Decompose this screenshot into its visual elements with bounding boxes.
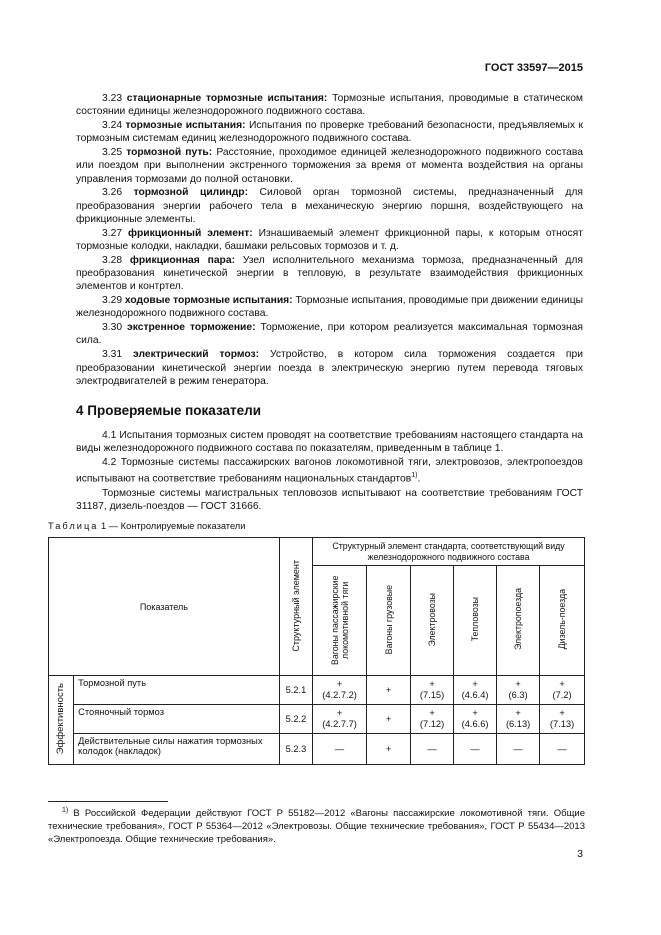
term-3-29: 3.29 ходовые тормозные испытания: Тормозные испытания, проводимые при движении единицы железнодорожного подвижного состава. (76, 295, 583, 320)
header-struct: Структурный элемент (279, 538, 312, 676)
paragraph-4-1: 4.1 Испытания тормозных систем проводят на соответствие требованиям настоящего стандарта на виды железнодорожного подвижного состава по показателям, приведенным в таблице 1. (76, 430, 583, 455)
paragraph-4-3: Тормозные системы магистральных тепловозов испытывают на соответствие требованиям ГОСТ 31187, дизель-поездов — ГОСТ 31666. (76, 487, 583, 512)
term-3-25: 3.25 тормозной путь: Расстояние, проходимое единицей железнодорожного подвижного состава или поездом при выполнении экстренного торможения за время от момента воздействия на органы управления тормозами до полной остановки. (76, 147, 583, 185)
indicators-table (48, 537, 585, 765)
group-label: Эффективность (49, 676, 74, 765)
header-indicator: Показатель (49, 538, 280, 676)
row-indicator: Действительные силы нажатия тормозных колодок (накладок) (74, 734, 280, 765)
term-3-23: 3.23 стационарные тормозные испытания: Тормозные испытания, проводимые в статическом состоянии единицы железнодорожного подвижного состава. (76, 93, 583, 118)
page-number: 3 (577, 848, 583, 860)
table-cell: — (497, 734, 540, 765)
table-cell: + (4.2.7.7) (313, 705, 367, 734)
table-row (49, 676, 585, 705)
term-3-28: 3.28 фрикционная пара: Узел исполнительного механизма тормоза, предназначенный для преобразования кинетической энергии в тепловую, в результате взаимодействия фрикционных элементов и контртел. (76, 254, 583, 293)
header-type: Электровозы (411, 566, 454, 676)
table-cell: + (367, 676, 411, 705)
header-type: Тепловозы (454, 566, 497, 676)
table-cell: + (7.12) (411, 705, 454, 734)
table-cell: + (7.2) (540, 676, 585, 705)
footnote-ref: 1) (411, 472, 418, 480)
row-indicator: Стояночный тормоз (74, 705, 280, 734)
table-cell: + (7.13) (540, 705, 585, 734)
section-4-title: 4 Проверяемые показатели (76, 402, 261, 418)
table-row (49, 734, 585, 765)
term-3-26: 3.26 тормозной цилиндр: Силовой орган тормозной системы, предназначенный для преобразования энергии рабочего тела в механическую энергию поршня, воздействующего на фрикционные элементы. (76, 187, 583, 225)
table-cell: — (313, 734, 367, 765)
row-struct-element: 5.2.2 (279, 705, 312, 734)
table-cell: + (367, 734, 411, 765)
term-3-27: 3.27 фрикционный элемент: Изнашиваемый элемент фрикционной пары, к которым относят тормозные колодки, накладки, башмаки рельсовых тормозов и т. д. (76, 227, 583, 252)
table-cell: + (367, 705, 411, 734)
header-type: Вагоны пассажирские локомотивной тяги (313, 566, 367, 676)
footnote-rule (48, 801, 168, 802)
table-cell: — (540, 734, 585, 765)
header-type: Вагоны грузовые (367, 566, 411, 676)
table-cell: + (6.13) (497, 705, 540, 734)
table-cell: + (6.3) (497, 676, 540, 705)
header-group: Структурный элемент стандарта, соответствующий виду железнодорожного подвижного состава (313, 538, 585, 566)
document-id: ГОСТ 33597—2015 (484, 62, 583, 74)
header-type: Электропоезда (497, 566, 540, 676)
table-cell: — (454, 734, 497, 765)
table-caption: Таблица 1 — Контролируемые показатели (48, 521, 246, 531)
table-cell: + (4.6.4) (454, 676, 497, 705)
table-row (49, 705, 585, 734)
term-3-31: 3.31 электрический тормоз: Устройство, в котором сила торможения создается при преобразовании кинетической энергии поезда в электрическую энергию путем перевода тяговых электродвигателей в режим генератора. (76, 349, 583, 387)
terms-list (76, 92, 583, 388)
paragraph-4-2: 4.2 Тормозные системы пассажирских вагонов локомотивной тяги, электровозов, электропоездов испытывают на соответствие требованиям национальных стандартов$^{1)}$. (76, 457, 583, 485)
footnote: $^{1)}$ В Российской Федерации действуют ГОСТ Р 55182—2012 «Вагоны пассажирские локомотивной тяги. Общие технические требования», ГОСТ Р 55364—2012 «Электровозы. Общие технические требования», ГОСТ Р 55434—2013 «Электропоезда. Общие технические требования». (48, 807, 585, 845)
table-cell: + (4.6.6) (454, 705, 497, 734)
header-type: Дизель-поезда (540, 566, 585, 676)
table-cell: — (411, 734, 454, 765)
row-struct-element: 5.2.3 (279, 734, 312, 765)
table-cell: + (7.15) (411, 676, 454, 705)
table-cell: + (4.2.7.2) (313, 676, 367, 705)
row-indicator: Тормозной путь (74, 676, 280, 705)
row-struct-element: 5.2.1 (279, 676, 312, 705)
document-body (76, 92, 583, 514)
term-3-30: 3.30 экстренное торможение: Торможение, при котором реализуется максимальная тормозная сила. (76, 322, 583, 347)
term-3-24: 3.24 тормозные испытания: Испытания по проверке требований безопасности, предъявляемых к тормозным системам единиц железнодорожного подвижного состава. (76, 120, 583, 145)
